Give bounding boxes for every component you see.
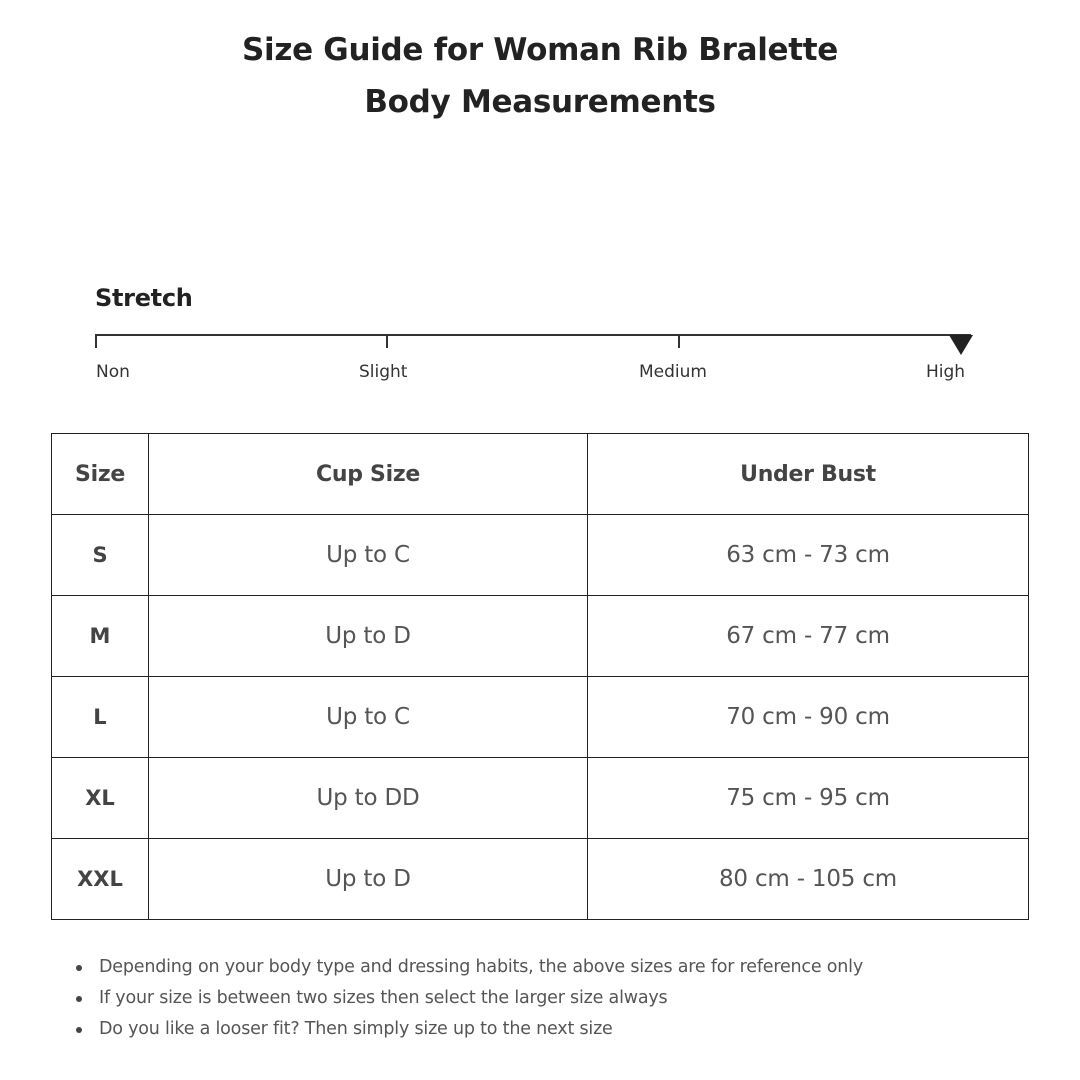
stretch-level-non: Non (96, 362, 130, 382)
stretch-scale-line (95, 334, 971, 336)
stretch-label: Stretch (95, 284, 193, 312)
size-table (51, 433, 1029, 920)
stretch-tick-medium (678, 334, 680, 348)
cup-size-cell: Up to C (149, 515, 588, 596)
size-cell: XXL (52, 839, 149, 920)
stretch-level-medium: Medium (639, 362, 707, 382)
stretch-tick-slight (386, 334, 388, 348)
table-header-row (52, 434, 1029, 515)
size-cell: XL (52, 758, 149, 839)
stretch-level-slight: Slight (359, 362, 408, 382)
list-item: If your size is between two sizes then select the larger size always (76, 983, 1036, 1014)
page-title: Size Guide for Woman Rib Bralette (241, 32, 839, 68)
table-row (52, 596, 1029, 677)
header-size: Size (52, 434, 149, 515)
cup-size-cell: Up to DD (149, 758, 588, 839)
under-bust-cell: 70 cm - 90 cm (588, 677, 1029, 758)
list-item: Depending on your body type and dressing habits, the above sizes are for reference only (76, 952, 1036, 983)
size-cell: S (52, 515, 149, 596)
header-cup-size: Cup Size (149, 434, 588, 515)
stretch-selected-marker-icon (949, 335, 973, 355)
under-bust-cell: 75 cm - 95 cm (588, 758, 1029, 839)
table-row (52, 515, 1029, 596)
size-cell: M (52, 596, 149, 677)
under-bust-cell: 80 cm - 105 cm (588, 839, 1029, 920)
cup-size-cell: Up to C (149, 677, 588, 758)
table-row (52, 839, 1029, 920)
table-row (52, 677, 1029, 758)
page-subtitle: Body Measurements (364, 84, 716, 120)
under-bust-cell: 67 cm - 77 cm (588, 596, 1029, 677)
cup-size-cell: Up to D (149, 596, 588, 677)
list-item: Do you like a looser fit? Then simply size up to the next size (76, 1014, 1036, 1045)
table-row (52, 758, 1029, 839)
stretch-tick-non (95, 334, 97, 348)
under-bust-cell: 63 cm - 73 cm (588, 515, 1029, 596)
cup-size-cell: Up to D (149, 839, 588, 920)
stretch-scale (0, 0, 1080, 400)
stretch-level-high: High (926, 362, 966, 382)
size-cell: L (52, 677, 149, 758)
header-under-bust: Under Bust (588, 434, 1029, 515)
notes-list (76, 952, 1036, 1045)
